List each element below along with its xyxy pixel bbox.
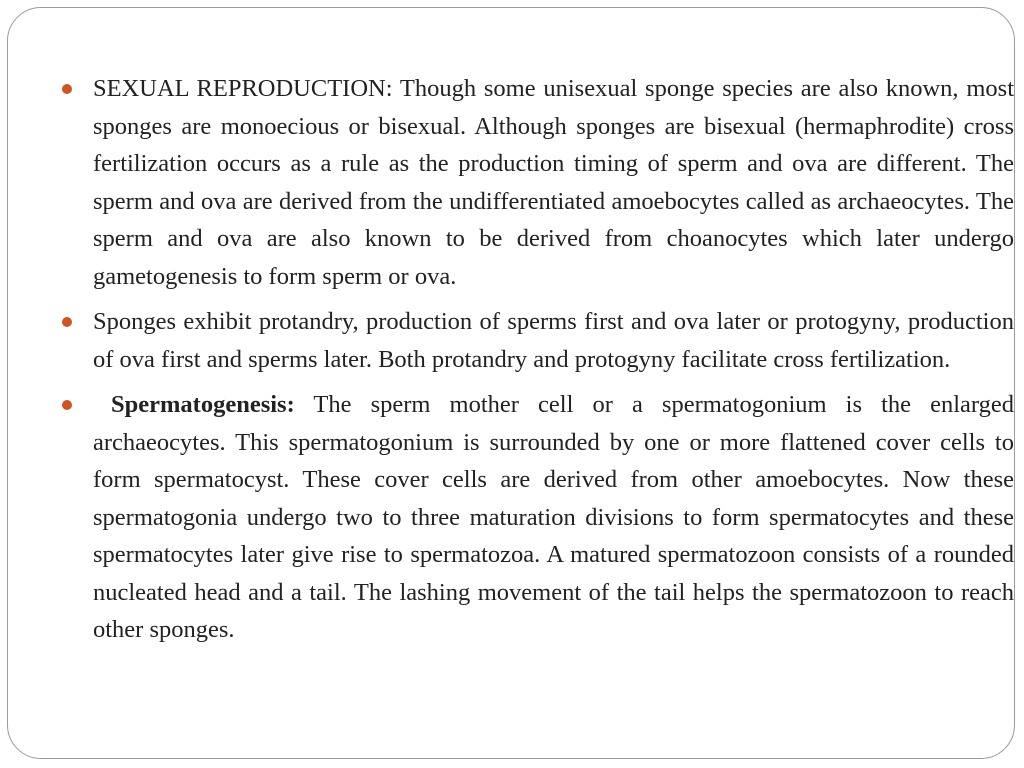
bullet-sexual-reproduction xyxy=(62,70,1014,295)
bullet-heading: Spermatogenesis: xyxy=(111,391,295,418)
bullet-text: SEXUAL REPRODUCTION: Though some unisexual sponge species are also known, most sponges are monoecious or bisexual. Although sponges are bisexual (hermaphrodite) cross fertilization occurs as a rule as the production timing of sperm and ova are different. The sperm and ova are derived from the undifferentiated amoebocytes called as archaeocytes. The sperm and ova are also known to be derived from choanocytes which later undergo gametogenesis to form sperm or ova. xyxy=(93,75,1014,290)
bullet-protandry xyxy=(62,303,1014,378)
bullet-dot-icon xyxy=(62,84,72,94)
slide-frame xyxy=(7,7,1015,759)
bullet-text: Sponges exhibit protandry, production of sperms first and ova later or protogyny, production of ova first and sperms later. Both protandry and protogyny facilitate cross fertilization. xyxy=(93,308,1014,373)
bullet-list xyxy=(62,70,1014,657)
bullet-dot-icon xyxy=(62,317,72,327)
bullet-text: The sperm mother cell or a spermatogonium is the enlarged archaeocytes. This spermatogonium is surrounded by one or more flattened cover cells to form spermatocyst. These cover cells are derived from other amoebocytes. Now these spermatogonia undergo two to three maturation divisions to form spermatocytes and these spermatocytes later give rise to spermatozoa. A matured spermatozoon consists of a rounded nucleated head and a tail. The lashing movement of the tail helps the spermatozoon to reach other sponges. xyxy=(93,391,1015,643)
bullet-dot-icon xyxy=(62,400,72,410)
bullet-spermatogenesis xyxy=(62,386,1014,649)
